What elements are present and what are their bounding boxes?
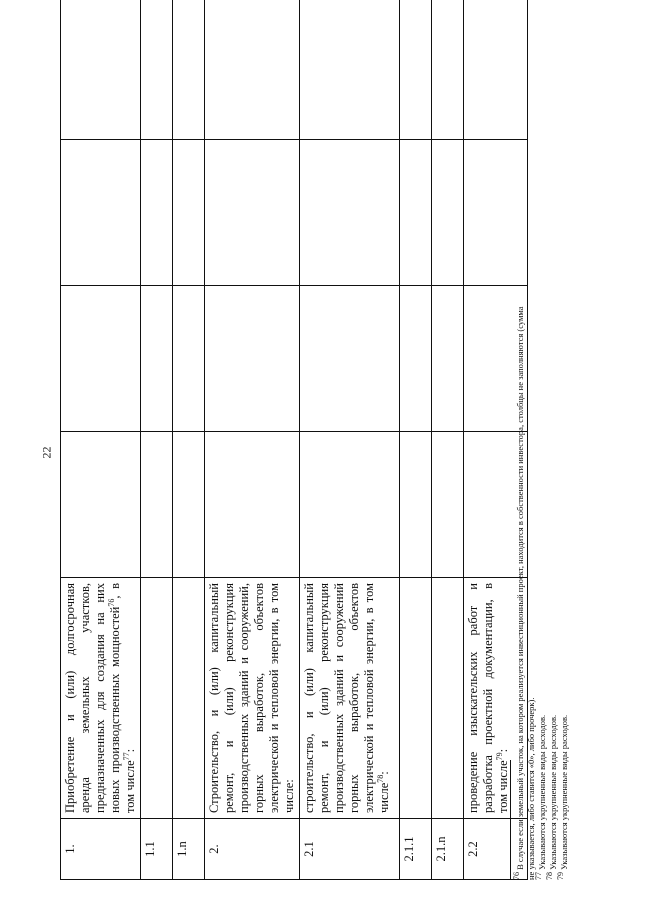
value-cell [400,432,432,578]
table-row [205,0,300,880]
table-row [432,0,464,880]
row-description: проведение изыскательских работ и разработка проектной документации, в том числе$^{79}$: [464,578,528,819]
value-cell [173,432,205,578]
footnote: $^{76}$ В случае если земельный участок, на котором реализуется инвестиционный проект, находится в собственности инвестора, столбцы не заполняются (сумма [512,306,525,880]
value-cell [61,286,141,432]
row-number: 1.n [173,819,205,880]
value-cell [61,432,141,578]
value-cell [432,0,464,140]
value-cell [141,0,173,140]
row-number: 2.2 [464,819,528,880]
footnote-divider [510,760,511,880]
row-number: 2.1 [300,819,400,880]
value-cell [141,432,173,578]
rotated-page-content [40,40,650,880]
footnote-continuation: не указывается, либо ставится «0», либо прочерк). [526,697,536,880]
value-cell [173,140,205,286]
table-row [173,0,205,880]
row-description [400,578,432,819]
value-cell [205,432,300,578]
value-cell [400,286,432,432]
table-row [141,0,173,880]
row-number: 2.1.1 [400,819,432,880]
value-cell [61,0,141,140]
row-number: 2. [205,819,300,880]
value-cell [141,140,173,286]
value-cell [432,432,464,578]
value-cell [432,140,464,286]
row-number: 1.1 [141,819,173,880]
value-cell [300,140,400,286]
footnote: $^{79}$ Указываются укрупненные виды расходов. [556,714,569,880]
table-row [400,0,432,880]
footnote: $^{77}$ Указываются укрупненные виды расходов. [534,714,547,880]
value-cell [173,0,205,140]
value-cell [205,286,300,432]
value-cell [300,286,400,432]
value-cell [300,0,400,140]
row-description: Строительство, и (или) капитальный ремонт, и (или) реконструкция производственных зданий и сооружений, горных выработок, объектов электрической и тепловой энергии, в том числе: [205,578,300,819]
table-row [300,0,400,880]
footnotes [510,58,570,880]
table-row [61,0,141,880]
value-cell [400,140,432,286]
row-description: строительство, и (или) капитальный ремонт, и (или) реконструкция производственных зданий и сооружений горных выработок, объектов электрической и тепловой энергии, в том числе$^{78}$: [300,578,400,819]
row-description [141,578,173,819]
row-description [173,578,205,819]
expenses-table [60,0,528,880]
row-description [432,578,464,819]
value-cell [141,286,173,432]
page-number: 22 [39,446,54,459]
value-cell [173,286,205,432]
value-cell [61,140,141,286]
value-cell [205,140,300,286]
value-cell [205,0,300,140]
value-cell [432,286,464,432]
row-description: Приобретение и (или) долгосрочная аренда земельных участков, предназначенных для создания на них новых производственных мощностей$^{76}$, в том числе$^{77}$: [61,578,141,819]
value-cell [400,0,432,140]
value-cell [300,432,400,578]
row-number: 1. [61,819,141,880]
row-number: 2.1.n [432,819,464,880]
footnote: $^{78}$ Указываются укрупненные виды расходов. [545,714,558,880]
